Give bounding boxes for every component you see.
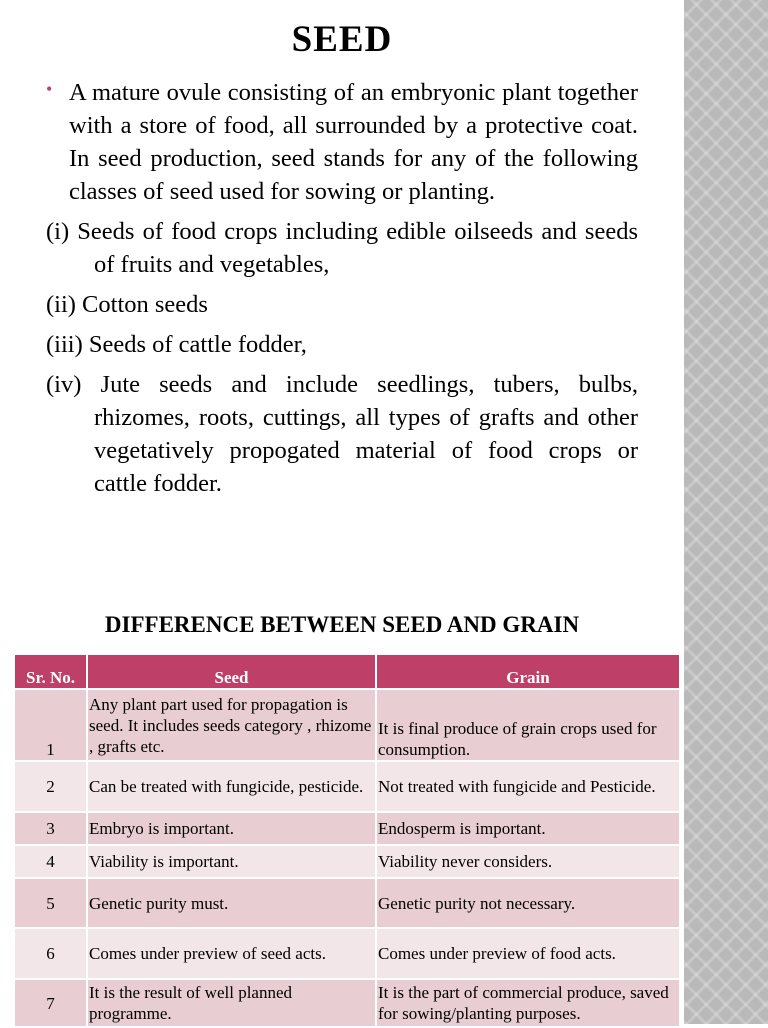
seed-grain-comparison-table [13, 653, 681, 1028]
cell-grain: Endosperm is important. [376, 812, 680, 845]
cell-grain: Not treated with fungicide and Pesticide. [376, 761, 680, 812]
table-row [14, 979, 680, 1027]
cell-sr-no: 6 [14, 928, 87, 979]
cell-grain: Genetic purity not necessary. [376, 878, 680, 928]
cell-seed: Can be treated with fungicide, pesticide. [87, 761, 376, 812]
cell-sr-no: 1 [14, 689, 87, 761]
table-row [14, 845, 680, 878]
slide-body [46, 76, 638, 500]
slide-title: SEED [291, 19, 393, 60]
cell-seed: Embryo is important. [87, 812, 376, 845]
bullet-dot-icon: • [46, 79, 53, 99]
table-header-row [14, 654, 680, 689]
cell-sr-no: 5 [14, 878, 87, 928]
table-row [14, 689, 680, 761]
cell-seed: Genetic purity must. [87, 878, 376, 928]
decorative-side-strip [684, 0, 768, 1024]
cell-sr-no: 4 [14, 845, 87, 878]
cell-sr-no: 3 [14, 812, 87, 845]
header-grain: Grain [376, 654, 680, 689]
cell-seed: Comes under preview of seed acts. [87, 928, 376, 979]
cell-seed: It is the result of well planned programme. [87, 979, 376, 1027]
seed-class-item-1: (i) Seeds of food crops including edible oilseeds and seeds of fruits and vegetables, [46, 218, 638, 278]
cell-sr-no: 2 [14, 761, 87, 812]
table-heading: DIFFERENCE BETWEEN SEED AND GRAIN [104, 612, 580, 637]
cell-sr-no: 7 [14, 979, 87, 1027]
cell-seed: Any plant part used for propagation is seed. It includes seeds category , rhizome , grafts etc. [87, 689, 376, 761]
cell-grain: It is final produce of grain crops used for consumption. [376, 689, 680, 761]
seed-class-item-3: (iii) Seeds of cattle fodder, [46, 331, 307, 358]
header-sr-no: Sr. No. [14, 654, 87, 689]
table-row [14, 878, 680, 928]
header-seed: Seed [87, 654, 376, 689]
table-row [14, 928, 680, 979]
cell-grain: Comes under preview of food acts. [376, 928, 680, 979]
table-row [14, 812, 680, 845]
cell-grain: Viability never considers. [376, 845, 680, 878]
table-row [14, 761, 680, 812]
seed-class-item-2: (ii) Cotton seeds [46, 291, 208, 318]
definition-bullet [46, 76, 638, 208]
cell-grain: It is the part of commercial produce, saved for sowing/planting purposes. [376, 979, 680, 1027]
cell-seed: Viability is important. [87, 845, 376, 878]
definition-text: A mature ovule consisting of an embryonic plant together with a store of food, all surrounded by a protective coat. In seed production, seed stands for any of the following classes of seed used for sowing or planting. [69, 79, 638, 205]
seed-class-item-4: (iv) Jute seeds and include seedlings, tubers, bulbs, rhizomes, roots, cuttings, all types of grafts and other vegetatively propogated material of food crops or cattle fodder. [46, 371, 638, 497]
